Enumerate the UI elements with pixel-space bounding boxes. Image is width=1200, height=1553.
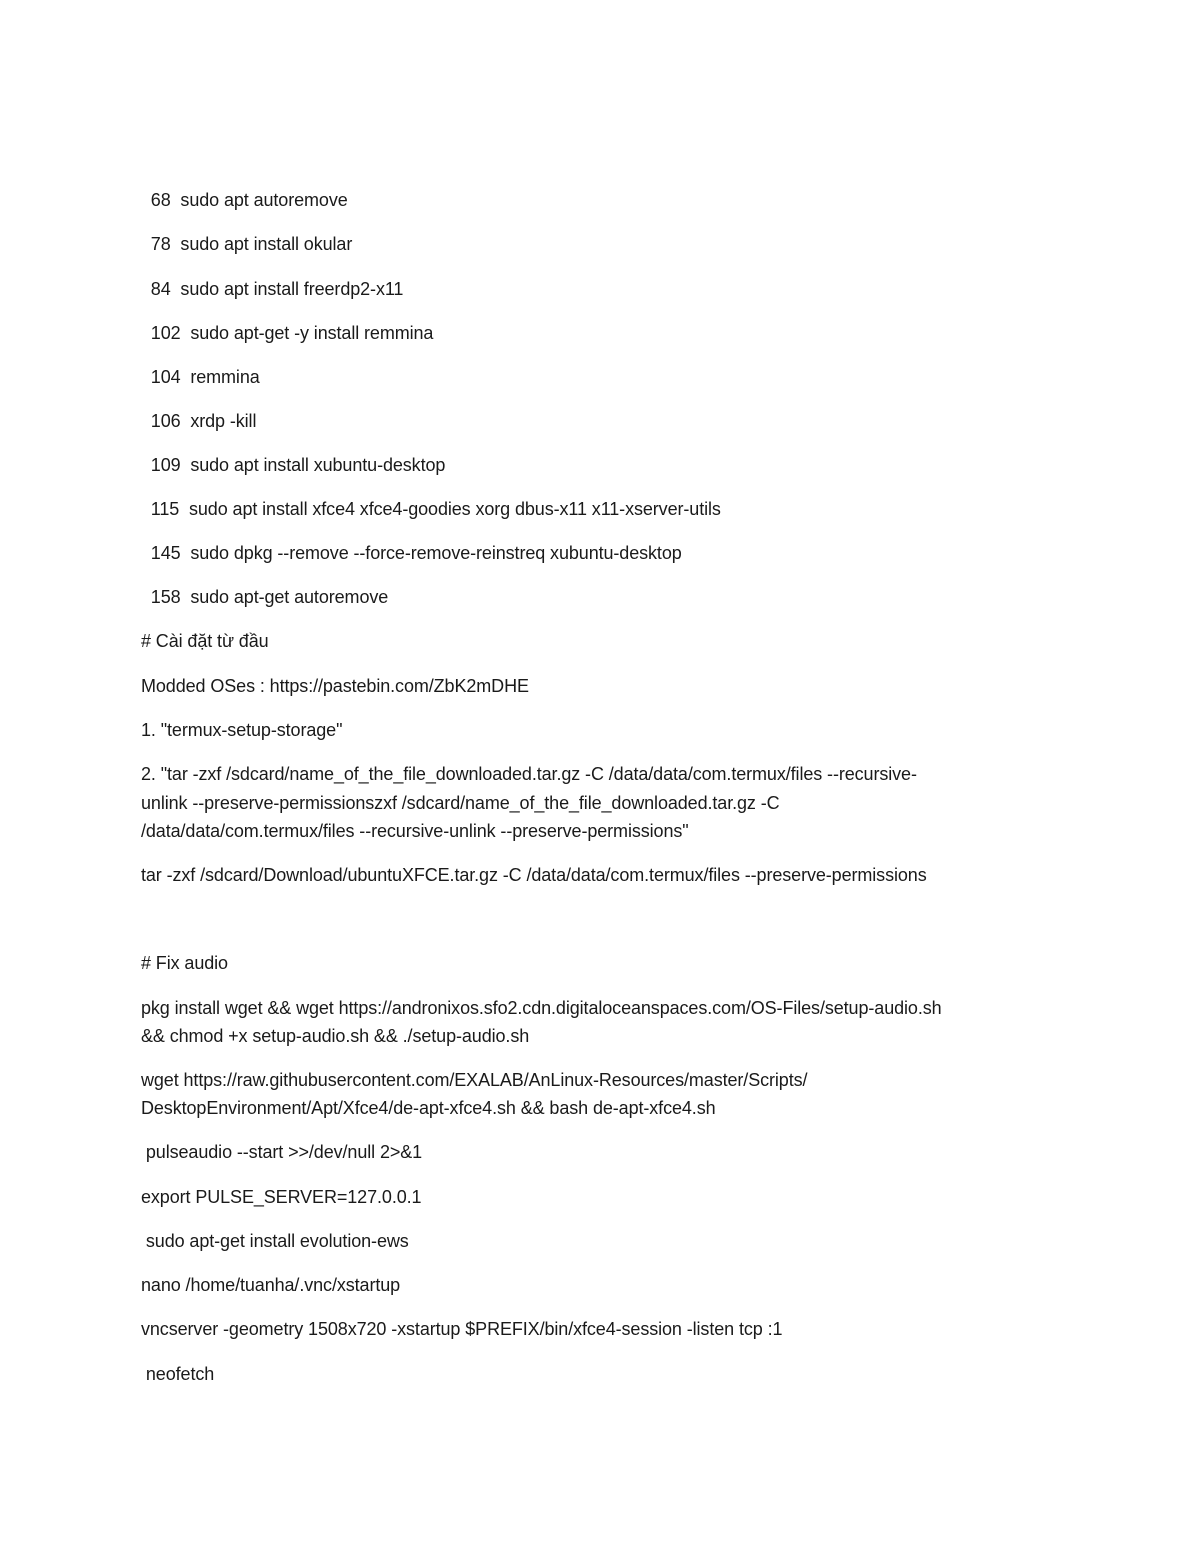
history-line: 158 sudo apt-get autoremove [141, 587, 389, 607]
wget-line-1: wget https://raw.githubusercontent.com/EXALAB/AnLinux-Resources/master/Scripts/ [141, 1070, 808, 1090]
step-2-line-2: unlink --preserve-permissionszxf /sdcard/name_of_the_file_downloaded.tar.gz -C [141, 793, 780, 813]
step-1-line: 1. "termux-setup-storage" [141, 720, 343, 740]
history-line: 145 sudo dpkg --remove --force-remove-reinstreq xubuntu-desktop [141, 543, 682, 563]
vncserver-line: vncserver -geometry 1508x720 -xstartup $PREFIX/bin/xfce4-session -listen tcp :1 [141, 1319, 783, 1339]
modded-oses-line: Modded OSes : https://pastebin.com/ZbK2mDHE [141, 676, 529, 696]
audio-heading: # Fix audio [141, 953, 228, 973]
export-line: export PULSE_SERVER=127.0.0.1 [141, 1187, 422, 1207]
history-line: 104 remmina [141, 367, 260, 387]
step-2-line-1: 2. "tar -zxf /sdcard/name_of_the_file_downloaded.tar.gz -C /data/data/com.termux/files --recursive- [141, 764, 917, 784]
pulseaudio-line: pulseaudio --start >>/dev/null 2>&1 [141, 1142, 423, 1162]
nano-line: nano /home/tuanha/.vnc/xstartup [141, 1275, 401, 1295]
history-line: 84 sudo apt install freerdp2-x11 [141, 279, 404, 299]
history-line: 109 sudo apt install xubuntu-desktop [141, 455, 446, 475]
history-line: 102 sudo apt-get -y install remmina [141, 323, 434, 343]
pkg-install-line-1: pkg install wget && wget https://andronixos.sfo2.cdn.digitaloceanspaces.com/OS-Files/setup-audio.sh [141, 998, 942, 1018]
history-line: 106 xrdp -kill [141, 411, 257, 431]
install-heading: # Cài đặt từ đầu [141, 631, 269, 651]
evolution-line: sudo apt-get install evolution-ews [141, 1231, 409, 1251]
neofetch-line: neofetch [141, 1364, 215, 1384]
history-line: 68 sudo apt autoremove [141, 190, 348, 210]
history-line: 115 sudo apt install xfce4 xfce4-goodies xorg dbus-x11 x11-xserver-utils [141, 499, 721, 519]
step-2-line-3: /data/data/com.termux/files --recursive-unlink --preserve-permissions" [141, 821, 689, 841]
wget-line-2: DesktopEnvironment/Apt/Xfce4/de-apt-xfce4.sh && bash de-apt-xfce4.sh [141, 1098, 716, 1118]
history-line: 78 sudo apt install okular [141, 234, 353, 254]
pkg-install-line-2: && chmod +x setup-audio.sh && ./setup-audio.sh [141, 1026, 530, 1046]
tar-command-line: tar -zxf /sdcard/Download/ubuntuXFCE.tar.gz -C /data/data/com.termux/files --preserve-permissions [141, 865, 927, 885]
